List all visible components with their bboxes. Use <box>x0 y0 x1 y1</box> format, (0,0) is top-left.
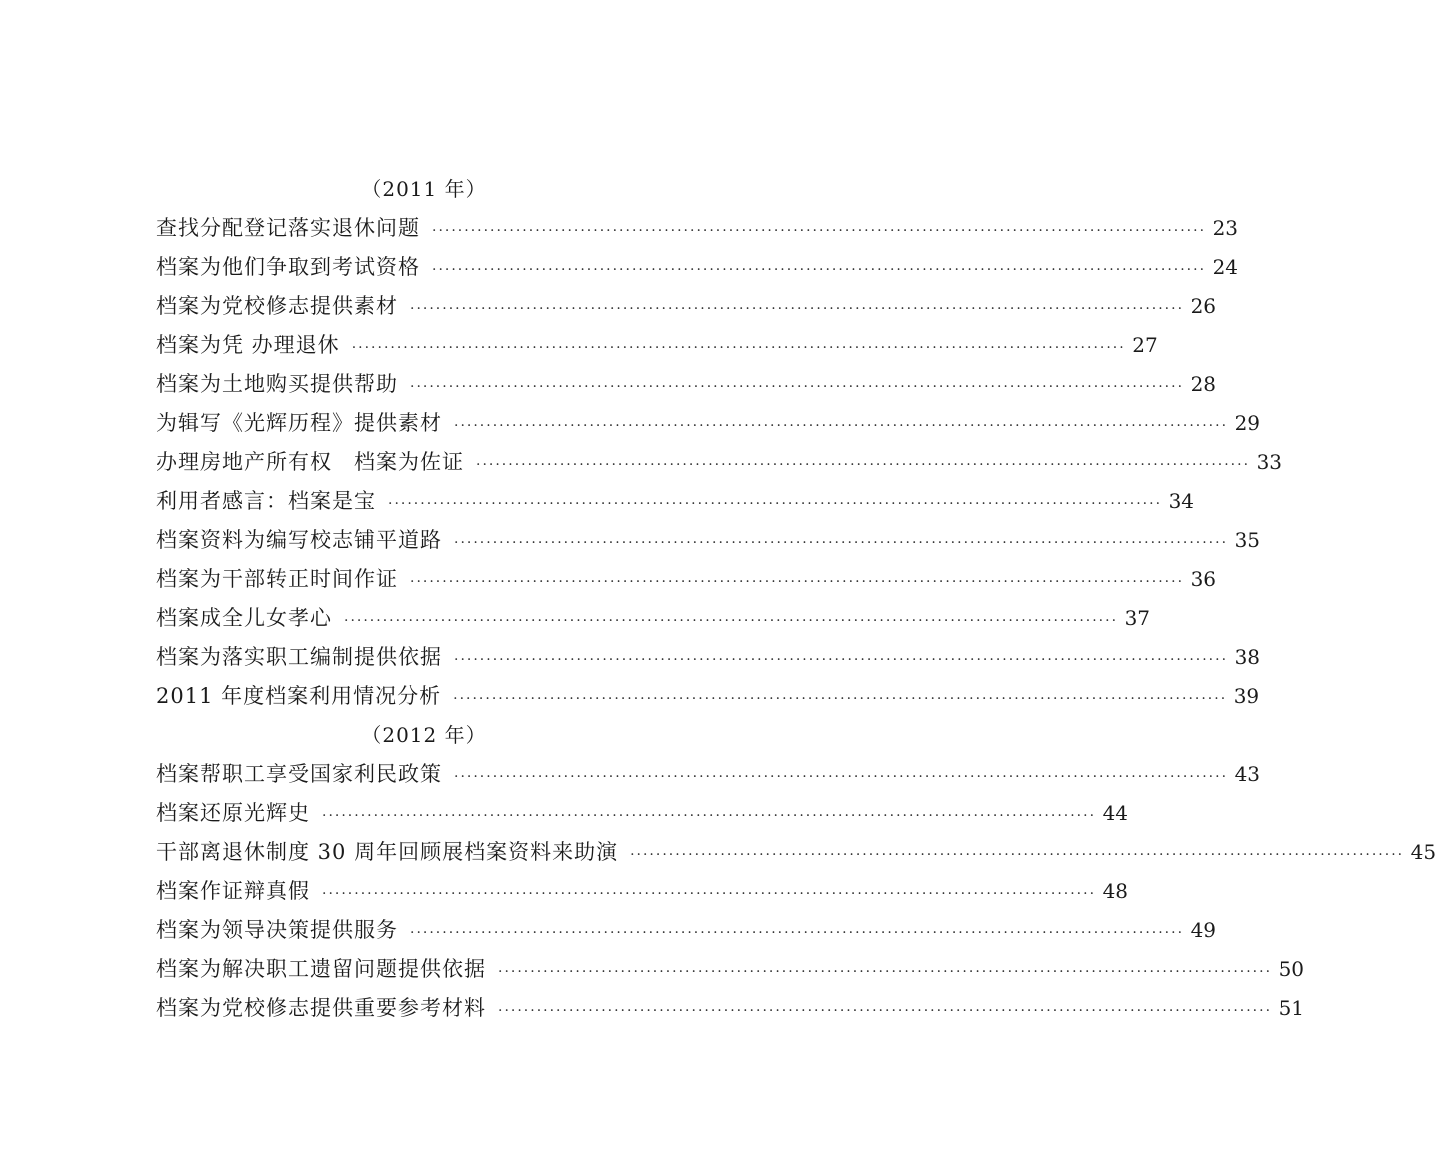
toc-entry[interactable] <box>156 989 1305 1028</box>
section-heading-2012: （2012 年） <box>361 723 487 747</box>
entry-page-number: 35 <box>1234 528 1261 552</box>
entry-page-number: 26 <box>1190 294 1217 318</box>
entry-title: 档案为凭 办理退休 <box>156 333 340 357</box>
entry-title: 利用者感言：档案是宝 <box>156 489 376 513</box>
entry-title: 档案成全儿女孝心 <box>156 606 332 630</box>
dot-leader: ························································································································ <box>498 964 1273 980</box>
entry-page-number: 45 <box>1410 840 1436 864</box>
entry-title: 档案为他们争取到考试资格 <box>156 255 420 279</box>
entry-page-number: 27 <box>1132 333 1158 357</box>
toc-entry[interactable] <box>156 638 1261 677</box>
toc-entry[interactable] <box>156 599 1151 638</box>
entry-page-number: 43 <box>1234 762 1261 786</box>
dot-leader: ························································································································ <box>322 886 1097 902</box>
dot-leader: ························································································································ <box>498 1003 1273 1019</box>
toc-entry[interactable] <box>156 404 1261 443</box>
entry-page-number: 33 <box>1256 450 1283 474</box>
entry-title: 档案为落实职工编制提供依据 <box>156 645 442 669</box>
entry-title: 干部离退休制度 30 周年回顾展档案资料来助演 <box>156 840 619 864</box>
dot-leader: ························································································································ <box>322 808 1097 824</box>
entry-title: 档案为领导决策提供服务 <box>156 918 398 942</box>
entry-page-number: 29 <box>1234 411 1261 435</box>
toc-entry[interactable] <box>156 872 1129 911</box>
entry-title: 为辑写《光辉历程》提供素材 <box>156 411 442 435</box>
entry-title: 档案为土地购买提供帮助 <box>156 372 398 396</box>
entry-title: 档案为党校修志提供重要参考材料 <box>156 996 486 1020</box>
dot-leader: ························································································································ <box>454 652 1229 668</box>
entry-title: 办理房地产所有权 档案为佐证 <box>156 450 464 474</box>
entry-title: 2011 年度档案利用情况分析 <box>156 684 442 708</box>
dot-leader: ························································································································ <box>454 418 1229 434</box>
entry-page-number: 50 <box>1278 957 1305 981</box>
entry-page-number: 49 <box>1190 918 1217 942</box>
entry-page-number: 24 <box>1212 255 1239 279</box>
toc-entry[interactable] <box>156 209 1239 248</box>
toc-entry[interactable] <box>156 833 1436 872</box>
section-heading-2011: （2011 年） <box>361 177 487 201</box>
dot-leader: ························································································································ <box>454 535 1229 551</box>
toc-entry[interactable] <box>156 482 1195 521</box>
entry-title: 档案为干部转正时间作证 <box>156 567 398 591</box>
entry-page-number: 28 <box>1190 372 1217 396</box>
entry-page-number: 37 <box>1124 606 1151 630</box>
toc-entry[interactable] <box>156 287 1217 326</box>
dot-leader: ························································································································ <box>410 574 1185 590</box>
entry-page-number: 39 <box>1233 684 1260 708</box>
dot-leader: ························································································································ <box>454 769 1229 785</box>
dot-leader: ························································································································ <box>432 223 1207 239</box>
entry-title: 档案资料为编写校志铺平道路 <box>156 528 442 552</box>
toc-entry[interactable] <box>156 911 1217 950</box>
entry-title: 档案帮职工享受国家利民政策 <box>156 762 442 786</box>
dot-leader: ························································································································ <box>410 301 1185 317</box>
entry-page-number: 51 <box>1278 996 1305 1020</box>
table-of-contents <box>156 170 1436 1028</box>
entry-title: 档案还原光辉史 <box>156 801 310 825</box>
entry-title: 档案为解决职工遗留问题提供依据 <box>156 957 486 981</box>
dot-leader: ························································································································ <box>432 262 1207 278</box>
dot-leader: ························································································································ <box>453 691 1228 707</box>
toc-entry[interactable] <box>156 950 1305 989</box>
entry-page-number: 44 <box>1102 801 1129 825</box>
dot-leader: ························································································································ <box>410 925 1185 941</box>
entry-page-number: 36 <box>1190 567 1217 591</box>
dot-leader: ························································································································ <box>388 496 1163 512</box>
dot-leader: ························································································································ <box>410 379 1185 395</box>
toc-entry[interactable] <box>156 677 1260 716</box>
entry-page-number: 23 <box>1212 216 1239 240</box>
toc-entry[interactable] <box>156 794 1129 833</box>
toc-entry[interactable] <box>156 248 1239 287</box>
entry-title: 档案作证辩真假 <box>156 879 310 903</box>
toc-entry[interactable] <box>156 326 1158 365</box>
entry-page-number: 48 <box>1102 879 1129 903</box>
toc-entry[interactable] <box>156 560 1217 599</box>
entry-title: 查找分配登记落实退休问题 <box>156 216 420 240</box>
toc-entry[interactable] <box>156 365 1217 404</box>
dot-leader: ························································································································ <box>476 457 1251 473</box>
dot-leader: ························································································································ <box>351 340 1126 356</box>
dot-leader: ························································································································ <box>344 613 1119 629</box>
toc-entry[interactable] <box>156 521 1261 560</box>
entry-page-number: 34 <box>1168 489 1195 513</box>
toc-entry[interactable] <box>156 443 1283 482</box>
dot-leader: ························································································································ <box>630 847 1405 863</box>
toc-entry[interactable] <box>156 755 1261 794</box>
entry-title: 档案为党校修志提供素材 <box>156 294 398 318</box>
entry-page-number: 38 <box>1234 645 1261 669</box>
